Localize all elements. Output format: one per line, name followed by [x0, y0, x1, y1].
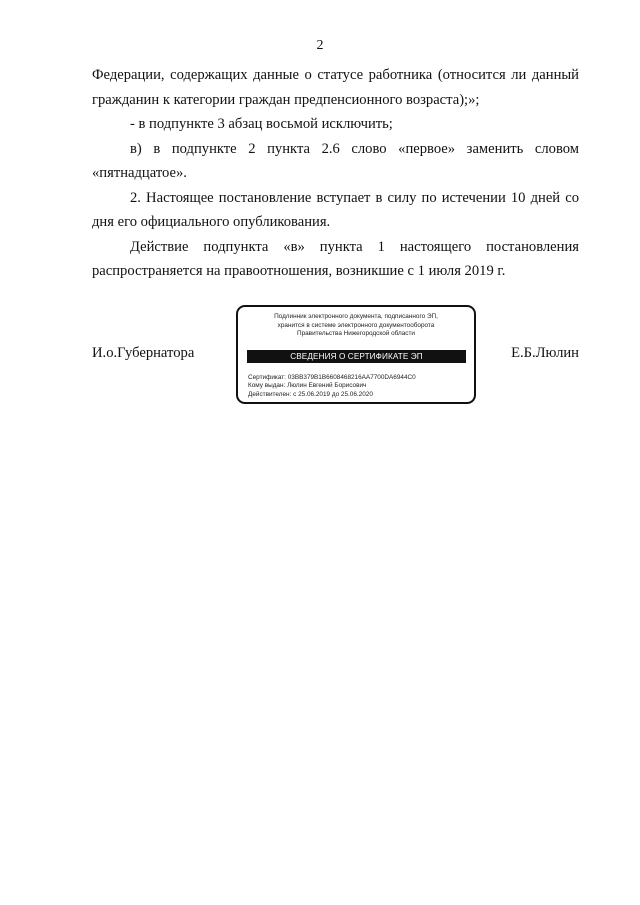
paragraph-effective-date: 2. Настоящее постановление вступает в силу по истечении 10 дней со дня его официального опубликования.	[92, 189, 579, 230]
issued-to-row	[248, 382, 468, 390]
certificate-label: Сертификат:	[248, 374, 286, 381]
paragraph-continuation: Федерации, содержащих данные о статусе работника (относится ли данный гражданин к категории граждан предпенсионного возраста);»;	[92, 67, 579, 108]
stamp-header-line: Подлинник электронного документа, подписанного ЭП,	[274, 313, 438, 320]
signatory-name: Е.Б.Люлин	[511, 345, 579, 361]
validity-row	[248, 391, 468, 399]
paragraph-subclause-delete: - в подпункте 3 абзац восьмой исключить;	[130, 116, 393, 132]
stamp-header	[244, 313, 468, 339]
paragraph-retroactive: Действие подпункта «в» пункта 1 настоящего постановления распространяется на правоотношения, возникшие с 1 июля 2019 г.	[92, 238, 579, 279]
electronic-signature-stamp	[236, 305, 476, 404]
page-number: 2	[316, 38, 324, 53]
validity-label: Действителен:	[248, 390, 292, 398]
stamp-header-line: хранится в системе электронного документооборота	[277, 321, 435, 329]
signatory-position: И.о.Губернатора	[92, 345, 195, 361]
issued-to-value: Люлин Евгений Борисович	[287, 382, 367, 390]
validity-value: с 25.06.2019 до 25.06.2020	[293, 390, 373, 398]
document-body	[92, 63, 579, 284]
certificate-value: 03BB379B1B6608468216AA7700DA6944C0	[287, 374, 416, 381]
certificate-info-bar: СВЕДЕНИЯ О СЕРТИФИКАТЕ ЭП	[247, 350, 466, 363]
certificate-details	[248, 374, 468, 399]
issued-to-label: Кому выдан:	[248, 382, 286, 390]
stamp-header-line: Правительства Нижегородской области	[296, 330, 416, 338]
paragraph-subclause-replace: в) в подпункте 2 пункта 2.6 слово «первое» заменить словом «пятнадцатое».	[92, 140, 579, 181]
